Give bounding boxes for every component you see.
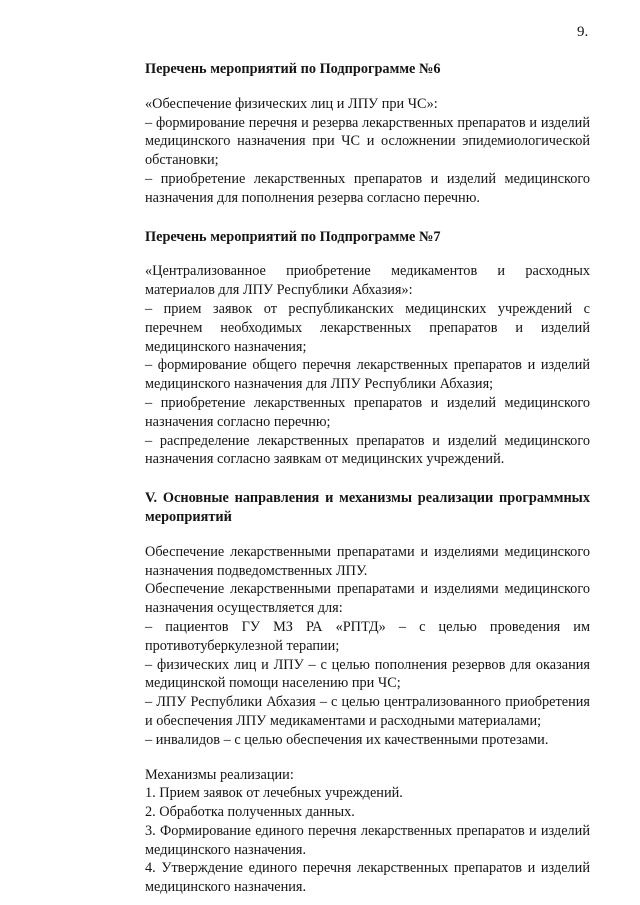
mechanism-item: 3. Формирование единого перечня лекарственных препаратов и изделий медицинского назначения.	[145, 822, 590, 858]
section7-item: – распределение лекарственных препаратов и изделий медицинского назначения согласно заявкам от медицинских учреждений.	[145, 432, 590, 468]
sectionV-item: – пациентов ГУ МЗ РА «РПТД» – с целью проведения им противотуберкулезной терапии;	[145, 618, 590, 654]
sectionV-item: – физических лиц и ЛПУ – с целью пополнения резервов для оказания медицинской помощи населению при ЧС;	[145, 656, 590, 692]
sectionV-paragraph: Обеспечение лекарственными препаратами и изделиями медицинского назначения осуществляется для:	[145, 581, 590, 617]
section6-item: – формирование перечня и резерва лекарственных препаратов и изделий медицинского назначения при ЧС и осложнении эпидемиологической обстановки;	[145, 114, 590, 169]
sectionV-paragraph: Обеспечение лекарственными препаратами и изделиями медицинского назначения подведомственных ЛПУ.	[145, 543, 590, 579]
section7-item: – приобретение лекарственных препаратов и изделий медицинского назначения согласно перечню;	[145, 394, 590, 430]
mechanism-item: 4. Утверждение единого перечня лекарственных препаратов и изделий медицинского назначения.	[145, 860, 590, 896]
mechanism-item: 2. Обработка полученных данных.	[145, 804, 355, 821]
section6-title: «Обеспечение физических лиц и ЛПУ при ЧС»:	[145, 95, 438, 112]
mechanisms-title: Механизмы реализации:	[145, 766, 294, 783]
mechanism-item: 1. Прием заявок от лечебных учреждений.	[145, 785, 403, 802]
section6-item: – приобретение лекарственных препаратов и изделий медицинского назначения для пополнения резерва согласно перечню.	[145, 170, 590, 206]
section7-heading: Перечень мероприятий по Подпрограмме №7	[145, 228, 441, 245]
sectionV-item: – инвалидов – с целью обеспечения их качественными протезами.	[145, 731, 549, 748]
section7-title: «Централизованное приобретение медикаментов и расходных материалов для ЛПУ Республики Абхазия»:	[145, 263, 590, 299]
page-number: 9.	[577, 24, 589, 40]
section7-item: – формирование общего перечня лекарственных препаратов и изделий медицинского назначения для ЛПУ Республики Абхазия;	[145, 357, 590, 393]
page-content	[145, 60, 590, 897]
sectionV-item: – ЛПУ Республики Абхазия – с целью централизованного приобретения и обеспечения ЛПУ медикаментами и расходными материалами;	[145, 694, 590, 729]
section7-item: – прием заявок от республиканских медицинских учреждений с перечнем необходимых лекарственных препаратов и изделий медицинского назначения;	[145, 300, 590, 355]
sectionV-heading: V. Основные направления и механизмы реализации программных мероприятий	[145, 490, 590, 525]
section6-heading: Перечень мероприятий по Подпрограмме №6	[145, 61, 441, 77]
